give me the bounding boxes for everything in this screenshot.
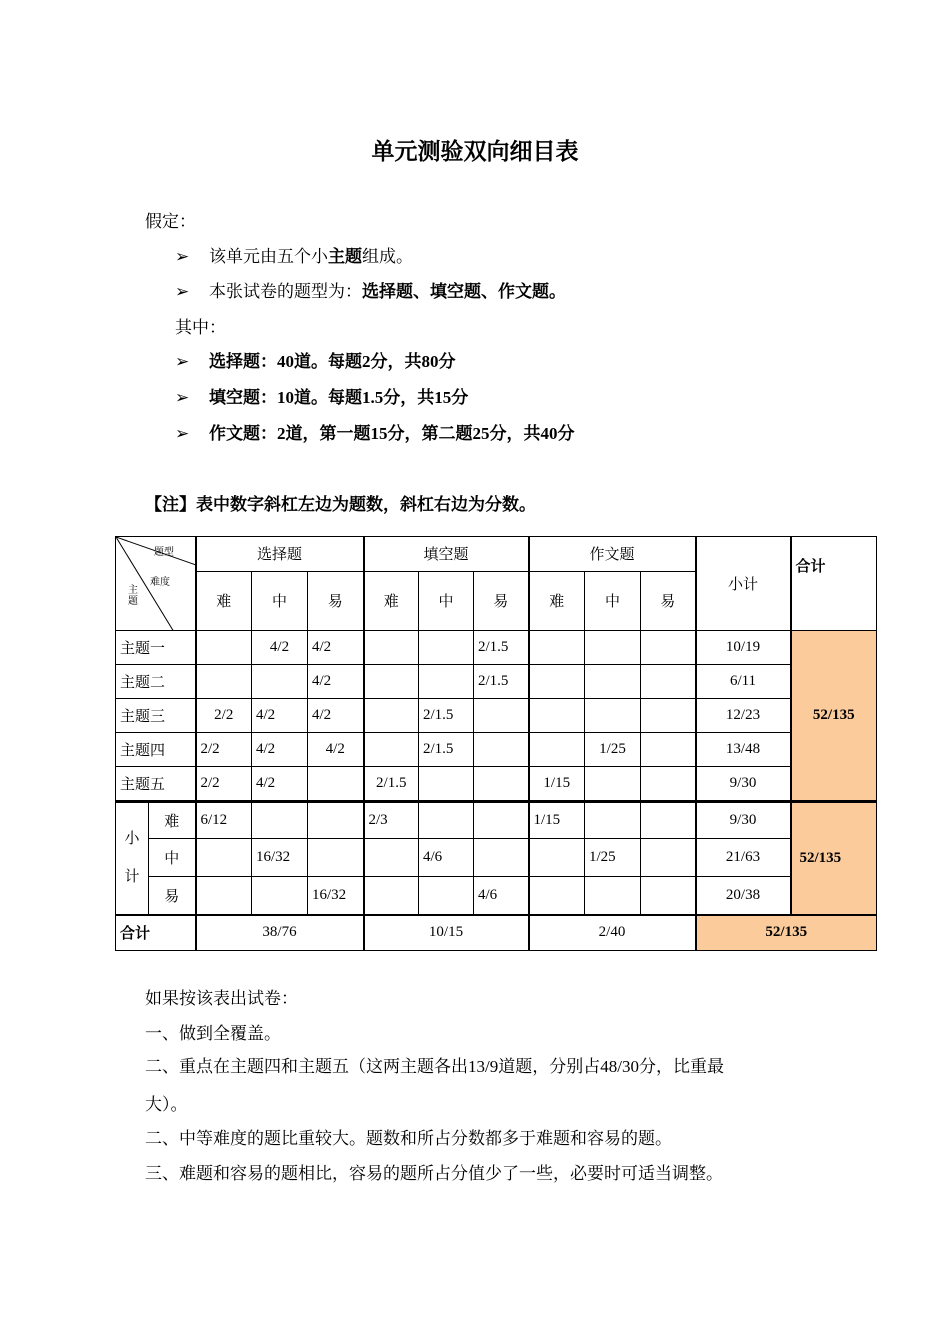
conclusion-line: 大）。 [145, 1095, 188, 1114]
table-cell [474, 733, 529, 767]
type-total-cell: 2/40 [529, 915, 696, 951]
table-cell [585, 631, 641, 665]
table-cell: 16/32 [252, 839, 308, 877]
table-cell: 4/2 [308, 631, 364, 665]
level-header: 中 [585, 571, 641, 630]
conclusion-line: 如果按该表出试卷： [145, 989, 298, 1008]
type-header: 填空题 [364, 537, 529, 572]
subtotal-cell: 6/11 [696, 665, 791, 699]
table-cell [419, 802, 474, 839]
table-cell: 4/2 [252, 733, 308, 767]
table-cell: 1/25 [585, 733, 641, 767]
bullet-item [175, 281, 566, 303]
topic-name: 主题一 [116, 631, 196, 665]
table-cell [196, 877, 252, 915]
table-cell [308, 767, 364, 802]
table-cell [196, 839, 252, 877]
corner-header [116, 537, 196, 631]
table-cell [419, 631, 474, 665]
topic-name: 主题五 [116, 767, 196, 802]
table-cell [641, 877, 696, 915]
table-cell: 4/6 [419, 839, 474, 877]
type-header: 选择题 [196, 537, 364, 572]
bullet-item [175, 246, 413, 268]
table-cell: 2/1.5 [474, 631, 529, 665]
type-header: 作文题 [529, 537, 696, 572]
table-cell [364, 877, 419, 915]
table-cell: 2/2 [196, 767, 252, 802]
table-row [116, 665, 877, 699]
conclusion-line: 一、做到全覆盖。 [145, 1024, 281, 1043]
table-cell [196, 665, 252, 699]
level-header: 难 [196, 571, 252, 630]
arrow-bullet-icon: ➢ [175, 424, 190, 443]
level-header: 易 [308, 571, 364, 630]
bullet-item [175, 387, 468, 409]
arrow-bullet-icon: ➢ [175, 352, 190, 371]
table-cell [364, 733, 419, 767]
table-row [116, 631, 877, 665]
table-cell [641, 767, 696, 802]
table-cell [364, 631, 419, 665]
subtotal-side-top: 小 [124, 831, 140, 848]
topic-name: 主题二 [116, 665, 196, 699]
table-cell: 1/25 [585, 839, 641, 877]
table-cell [196, 631, 252, 665]
table-cell [364, 839, 419, 877]
table-cell: 2/1.5 [474, 665, 529, 699]
table-cell: 2/1.5 [364, 767, 419, 802]
bullet-text: 该单元由五个小 [209, 247, 328, 266]
table-cell: 1/15 [529, 767, 585, 802]
table-cell [585, 699, 641, 733]
table-cell: 2/2 [196, 699, 252, 733]
bullet-item [175, 423, 575, 445]
topic-name: 主题三 [116, 699, 196, 733]
level-header: 难 [529, 571, 585, 630]
table-cell [364, 665, 419, 699]
table-cell [252, 877, 308, 915]
type-total-cell: 10/15 [364, 915, 529, 951]
level-name: 易 [149, 877, 196, 915]
table-note: 【注】表中数字斜杠左边为题数，斜杠右边为分数。 [145, 495, 536, 514]
arrow-bullet-icon: ➢ [175, 388, 190, 407]
table-cell [474, 699, 529, 733]
table-row [116, 915, 877, 951]
table-cell [308, 839, 364, 877]
table-cell [585, 767, 641, 802]
table-cell [419, 665, 474, 699]
table-cell: 2/3 [364, 802, 419, 839]
table-cell [585, 877, 641, 915]
bullet-item [175, 351, 456, 373]
subtotal-cell: 21/63 [696, 839, 791, 877]
levels-total-cell: 52/135 [791, 802, 877, 915]
level-header: 中 [252, 571, 308, 630]
bullet-text: 组成。 [362, 247, 413, 266]
bullet-bold: 填空题：10道。每题1.5分，共15分 [209, 388, 469, 407]
grand-total-cell: 52/135 [696, 915, 877, 951]
subtotal-cell: 9/30 [696, 802, 791, 839]
conclusion-line: 二、重点在主题四和主题五（这两主题各出13/9道题，分别占48/30分，比重最 [145, 1057, 724, 1076]
arrow-bullet-icon: ➢ [175, 282, 190, 301]
table-cell [641, 699, 696, 733]
subtotal-cell: 12/23 [696, 699, 791, 733]
table-cell [419, 877, 474, 915]
table-cell: 4/2 [252, 767, 308, 802]
table-cell: 4/2 [308, 665, 364, 699]
table-cell [474, 802, 529, 839]
table-cell [474, 767, 529, 802]
table-cell: 2/1.5 [419, 699, 474, 733]
bullet-text: 本张试卷的题型为： [209, 282, 362, 301]
table-cell: 1/15 [529, 802, 585, 839]
table-cell: 16/32 [308, 877, 364, 915]
level-name: 中 [149, 839, 196, 877]
type-total-cell: 38/76 [196, 915, 364, 951]
table-cell: 4/2 [252, 631, 308, 665]
table-cell: 4/2 [252, 699, 308, 733]
table-row [116, 733, 877, 767]
table-cell: 4/2 [308, 733, 364, 767]
table-cell [529, 631, 585, 665]
specification-table [115, 536, 877, 951]
table-cell [529, 699, 585, 733]
table-row [116, 767, 877, 802]
level-header: 中 [419, 571, 474, 630]
corner-type-label: 题型 [154, 547, 174, 558]
level-name: 难 [149, 802, 196, 839]
among-label: 其中： [175, 318, 226, 337]
bullet-bold: 作文题：2道，第一题15分，第二题25分，共40分 [209, 424, 575, 443]
subtotal-side-label [116, 802, 149, 915]
table-cell: 6/12 [196, 802, 252, 839]
bullet-bold: 主题 [328, 247, 362, 266]
topics-total-cell: 52/135 [791, 631, 877, 802]
table-cell [529, 733, 585, 767]
level-header: 易 [641, 571, 696, 630]
subtotal-cell: 9/30 [696, 767, 791, 802]
table-cell [252, 665, 308, 699]
topic-name: 主题四 [116, 733, 196, 767]
total-header: 合计 [791, 537, 877, 631]
table-cell [252, 802, 308, 839]
table-row [116, 699, 877, 733]
page-title: 单元测验双向细目表 [371, 139, 579, 164]
table-cell [585, 802, 641, 839]
subtotal-cell: 20/38 [696, 877, 791, 915]
level-header: 易 [474, 571, 529, 630]
arrow-bullet-icon: ➢ [175, 247, 190, 266]
table-cell: 4/2 [308, 699, 364, 733]
subtotal-header: 小计 [696, 537, 791, 631]
table-cell [641, 839, 696, 877]
table-cell [585, 665, 641, 699]
table-cell: 2/2 [196, 733, 252, 767]
subtotal-cell: 10/19 [696, 631, 791, 665]
corner-difficulty-label: 难度 [150, 577, 170, 588]
assume-label: 假定： [145, 212, 196, 231]
table-cell [641, 733, 696, 767]
level-header: 难 [364, 571, 419, 630]
table-cell: 2/1.5 [419, 733, 474, 767]
conclusion-line: 三、难题和容易的题相比，容易的题所占分值少了一些，必要时可适当调整。 [145, 1164, 723, 1183]
table-row [116, 802, 877, 839]
table-cell [419, 767, 474, 802]
conclusion-line: 二、中等难度的题比重较大。题数和所占分数都多于难题和容易的题。 [145, 1129, 672, 1148]
table-cell [641, 665, 696, 699]
subtotal-cell: 13/48 [696, 733, 791, 767]
table-cell [641, 631, 696, 665]
table-cell [474, 839, 529, 877]
table-cell: 4/6 [474, 877, 529, 915]
table-row [116, 877, 877, 915]
table-cell [308, 802, 364, 839]
corner-topic-label: 主题 [128, 585, 138, 607]
table-cell [529, 665, 585, 699]
table-cell [529, 877, 585, 915]
table-cell [529, 839, 585, 877]
table-row [116, 839, 877, 877]
total-row-label: 合计 [116, 915, 196, 951]
table-cell [641, 802, 696, 839]
bullet-bold: 选择题、填空题、作文题。 [362, 282, 566, 301]
subtotal-side-bottom: 计 [124, 869, 140, 886]
table-cell [364, 699, 419, 733]
bullet-bold: 选择题：40道。每题2分，共80分 [209, 352, 456, 371]
